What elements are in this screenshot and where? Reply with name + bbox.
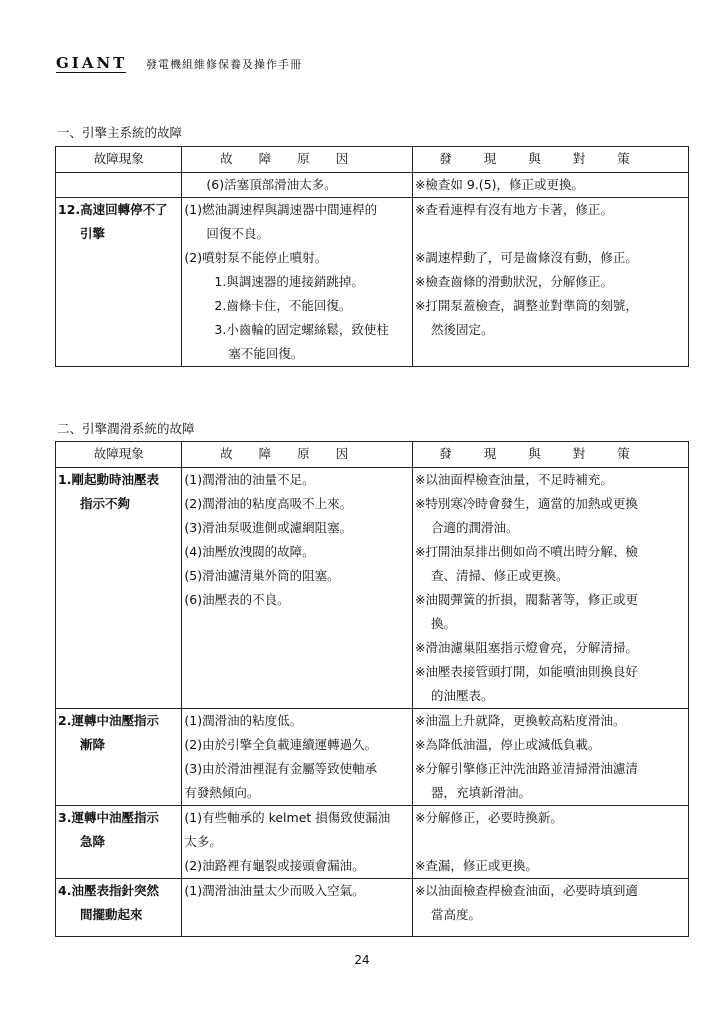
symptom-line: 間擺動起來 (80, 907, 143, 922)
action-line: ※油壓表接管頭打開，如能噴油則換良好 (414, 664, 638, 679)
cause-line: 3.小齒輪的固定螺絲鬆，致使柱 (214, 322, 389, 337)
action-line: ※以油面桿檢查油量，不足時補充。 (414, 472, 613, 487)
col-header-cause: 故障原因 (182, 442, 413, 468)
action-line: ※油閥彈簧的折損，閥黏著等，修正或更 (414, 592, 638, 607)
table-header-row (56, 147, 689, 173)
cause-line: 1.與調速器的連接銷跳掉。 (214, 274, 364, 289)
cause-line: (2)由於引擎全負載連續運轉過久。 (184, 737, 378, 752)
cause-line: 太多。 (184, 834, 222, 849)
col-header-action: 發現與對策 (412, 147, 688, 173)
cause-cell (182, 879, 413, 937)
symptom-cell (56, 709, 182, 806)
cause-line: (4)油壓放洩閥的故障。 (184, 544, 315, 559)
section-title-engine-main: 一、引擎主系統的故障 (57, 125, 183, 140)
action-cell (412, 709, 688, 806)
symptom-cell (56, 879, 182, 937)
symptom-cell (56, 173, 182, 198)
table-row (56, 709, 689, 806)
brand-underline (56, 72, 126, 73)
col-header-symptom: 故障現象 (56, 147, 182, 173)
action-line: ※查看連桿有沒有地方卡著，修正。 (414, 202, 613, 217)
action-cell (412, 879, 688, 937)
action-line: ※為降低油溫，停止或減低負載。 (414, 737, 601, 752)
page-header (56, 52, 676, 76)
action-line: ※檢查齒條的滑動狀況，分解修正。 (414, 274, 613, 289)
table-row (56, 806, 689, 879)
action-line: 的油壓表。 (430, 688, 494, 703)
action-line: 換。 (430, 616, 456, 631)
action-cell (412, 468, 688, 709)
symptom-cell (56, 468, 182, 709)
lubrication-fault-table (55, 441, 689, 937)
action-line: ※檢查如 9.(5)，修正或更換。 (414, 177, 585, 192)
action-line: 器，充填新滑油。 (430, 785, 531, 800)
table-header-row (56, 442, 689, 468)
cause-cell (182, 709, 413, 806)
action-cell (412, 173, 688, 198)
cause-cell (182, 468, 413, 709)
cause-line: (2)潤滑油的粘度高吸不上來。 (184, 496, 353, 511)
col-header-action: 發現與對策 (412, 442, 688, 468)
action-line: 合適的潤滑油。 (430, 520, 519, 535)
brand-logo: GIANT (56, 54, 128, 72)
action-line: ※調速桿動了，可是齒條沒有動，修正。 (414, 250, 638, 265)
symptom-cell (56, 198, 182, 367)
symptom-line: 急降 (80, 834, 106, 849)
symptom-line: 引擎 (80, 226, 106, 241)
cause-line: (1)潤滑油的油量不足。 (184, 472, 315, 487)
table-row (56, 468, 689, 709)
cause-line: (3)滑油泵吸進側或濾網阻塞。 (184, 520, 353, 535)
table-row (56, 173, 689, 198)
cause-line: (1)有些軸承的 kelmet 損傷致使漏油 (184, 810, 391, 825)
cause-line: (6)活塞頂部滑油太多。 (206, 177, 337, 192)
cause-line: (1)潤滑油油量太少而吸入空氣。 (184, 883, 365, 898)
symptom-line: 漸降 (80, 737, 106, 752)
symptom-line: 3.運轉中油壓指示 (58, 810, 159, 825)
action-cell (412, 806, 688, 879)
action-line: ※滑油濾巢阻塞指示燈會亮，分解清掃。 (414, 640, 638, 655)
cause-line: (6)油壓表的不良。 (184, 592, 290, 607)
action-line: ※以油面檢查桿檢查油面，必要時填到適 (414, 883, 638, 898)
action-line: ※分解修正，必要時換新。 (414, 810, 563, 825)
action-line: ※分解引擎修正沖洗油路並清掃滑油濾清 (414, 761, 638, 776)
cause-line: (3)由於滑油裡混有金屬等致使軸承 (184, 761, 378, 776)
action-cell (412, 198, 688, 367)
symptom-line: 2.運轉中油壓指示 (58, 713, 159, 728)
page-number: 24 (354, 953, 370, 967)
cause-line: (1)潤滑油的粘度低。 (184, 713, 303, 728)
action-line: ※打開油泵排出側如尚不噴出時分解、檢 (414, 544, 638, 559)
table-row (56, 879, 689, 937)
cause-line: 有發熱傾向。 (184, 785, 260, 800)
action-line: 查、清掃、修正或更換。 (430, 568, 569, 583)
symptom-line: 12.高速回轉停不了 (58, 202, 168, 217)
action-line: 然後固定。 (430, 322, 494, 337)
symptom-line: 1.剛起動時油壓表 (58, 472, 159, 487)
cause-line: 塞不能回復。 (228, 346, 304, 361)
cause-cell (182, 806, 413, 879)
cause-line: 2.齒條卡住，不能回復。 (214, 298, 352, 313)
symptom-line: 4.油壓表指針突然 (58, 883, 159, 898)
cause-cell (182, 173, 413, 198)
action-line: 當高度。 (430, 907, 481, 922)
action-line: ※油溫上升就降，更換較高粘度滑油。 (414, 713, 626, 728)
cause-line: (2)油路裡有龜裂或接頭會漏油。 (184, 858, 365, 873)
action-line: ※特別寒冷時會發生，適當的加熱或更換 (414, 496, 638, 511)
symptom-cell (56, 806, 182, 879)
symptom-line: 指示不夠 (80, 496, 131, 511)
manual-title: 發電機組維修保養及操作手冊 (146, 58, 302, 71)
col-header-cause: 故障原因 (182, 147, 413, 173)
cause-line: (2)噴射泵不能停止噴射。 (184, 250, 328, 265)
action-line: ※打開泵蓋檢查，調整並對準筒的刻號， (414, 298, 638, 313)
col-header-symptom: 故障現象 (56, 442, 182, 468)
spacer (415, 830, 686, 854)
cause-line: (1)燃油調速桿與調速器中間連桿的 (184, 202, 378, 217)
spacer (415, 222, 686, 246)
cause-line: (5)滑油濾清巢外筒的阻塞。 (184, 568, 340, 583)
cause-cell (182, 198, 413, 367)
table-row (56, 198, 689, 367)
engine-main-fault-table (55, 146, 689, 367)
section-title-lubrication: 二、引擎潤滑系統的故障 (57, 421, 195, 436)
cause-line: 回復不良。 (206, 226, 269, 241)
action-line: ※查漏，修正或更換。 (414, 858, 538, 873)
